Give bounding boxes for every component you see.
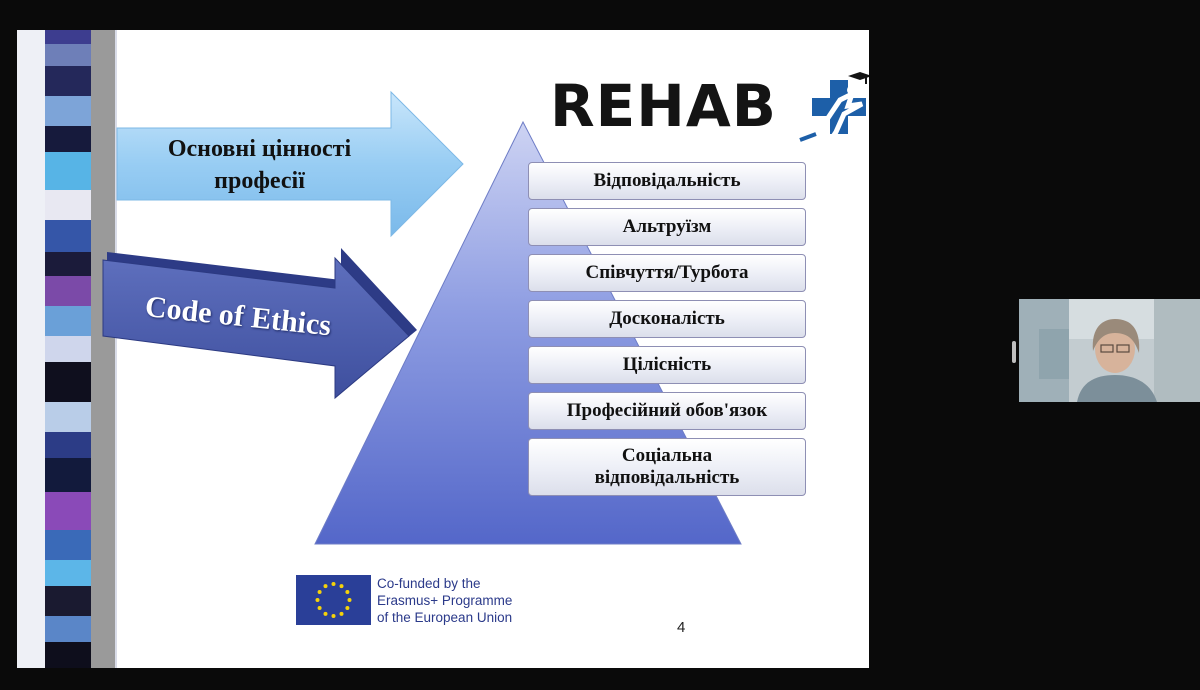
value-item: Досконалість	[528, 300, 806, 338]
value-last-line1: Соціальна	[621, 445, 713, 466]
value-last-line2: відповідальність	[594, 467, 740, 488]
value-item-social-responsibility	[528, 438, 806, 496]
values-list	[528, 162, 806, 504]
eu-line1: Co-funded by the	[377, 576, 481, 591]
slide-page-number: 4	[677, 619, 686, 636]
core-values-line1: Основні цінності	[167, 136, 352, 162]
value-item: Альтруїзм	[528, 208, 806, 246]
eu-flag-icon	[296, 575, 371, 625]
eu-text	[377, 575, 512, 626]
participant-video-frame	[1019, 299, 1200, 402]
eu-line3: of the European Union	[377, 610, 513, 625]
logo-text: REHAB	[550, 72, 777, 140]
eu-cofunded-block	[296, 575, 626, 635]
participant-video[interactable]	[1019, 299, 1200, 402]
panel-resize-handle[interactable]	[1012, 341, 1016, 363]
core-values-line2: професії	[214, 168, 305, 194]
value-item: Цілісність	[528, 346, 806, 384]
presentation-slide	[17, 30, 869, 668]
code-of-ethics-label: Code of Ethics	[143, 290, 333, 343]
core-values-label	[127, 133, 392, 197]
value-item: Співчуття/Турбота	[528, 254, 806, 292]
value-item: Відповідальність	[528, 162, 806, 200]
value-item: Професійний обов'язок	[528, 392, 806, 430]
eu-line2: Erasmus+ Programme	[377, 593, 513, 608]
